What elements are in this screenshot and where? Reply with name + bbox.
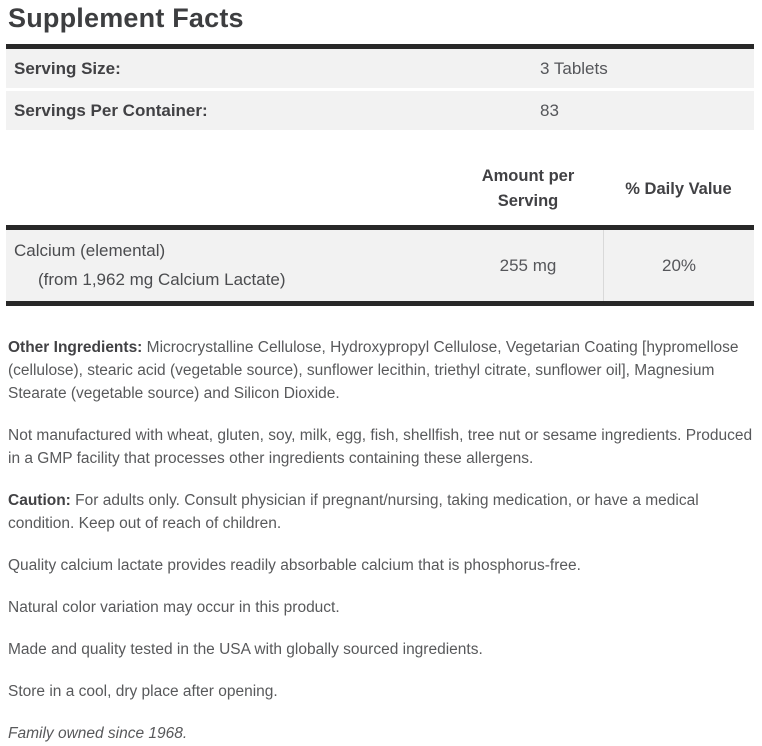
thick-divider-bottom — [6, 301, 754, 306]
calcium-row — [6, 230, 754, 301]
other-ingredients-paragraph — [8, 336, 754, 405]
caution-paragraph — [8, 489, 754, 535]
page-title: Supplement Facts — [8, 3, 244, 33]
calcium-name-cell — [6, 230, 453, 301]
other-ingredients-text: Microcrystalline Cellulose, Hydroxypropyl Cellulose, Vegetarian Coating [hypromellose (cellulose), stearic acid (vegetable source), sunflower lecithin, triethyl citrate, sunflower oil], Magnesium Stearate (vegetable source) and Silicon Dioxide. — [8, 339, 739, 402]
serving-size-label: Serving Size: — [14, 58, 121, 78]
calcium-name: Calcium (elemental) — [14, 241, 166, 260]
amount-per-serving-header — [453, 164, 603, 214]
serving-size-value: 3 Tablets — [540, 58, 608, 78]
made-in-paragraph: Made and quality tested in the USA with globally sourced ingredients. — [8, 641, 483, 658]
calcium-source: (from 1,962 mg Calcium Lactate) — [38, 270, 286, 289]
storage-paragraph: Store in a cool, dry place after opening. — [8, 683, 278, 700]
servings-per-container-label: Servings Per Container: — [14, 100, 208, 120]
caution-label: Caution: — [8, 492, 71, 509]
allergen-paragraph: Not manufactured with wheat, gluten, soy, milk, egg, fish, shellfish, tree nut or sesame ingredients. Produced in a GMP facility that processes other ingredients containing these allergens. — [8, 427, 753, 467]
caution-text: For adults only. Consult physician if pregnant/nursing, taking medication, or have a medical condition. Keep out of reach of children. — [8, 492, 699, 532]
facts-table — [6, 44, 754, 306]
serving-size-row — [6, 49, 754, 88]
daily-value-header — [603, 164, 754, 214]
calcium-daily-value-text: 20% — [661, 255, 697, 275]
servings-per-container-row — [6, 91, 754, 130]
calcium-amount-value: 255 mg — [499, 255, 557, 275]
daily-value-header-label: % Daily Value — [625, 179, 732, 198]
servings-per-container-value: 83 — [540, 100, 559, 120]
info-paragraphs — [8, 336, 754, 745]
nutrient-header-row — [6, 164, 754, 214]
calcium-daily-value — [603, 230, 754, 301]
tagline: Family owned since 1968. — [8, 725, 188, 742]
calcium-amount — [453, 230, 603, 301]
quality-paragraph: Quality calcium lactate provides readily absorbable calcium that is phosphorus-free. — [8, 557, 581, 574]
amount-header-line1: Amount per — [481, 167, 575, 185]
other-ingredients-label: Other Ingredients: — [8, 339, 143, 356]
amount-header-line2: Serving — [497, 192, 559, 210]
color-variation-paragraph: Natural color variation may occur in this product. — [8, 599, 340, 616]
header-spacer — [6, 164, 453, 214]
